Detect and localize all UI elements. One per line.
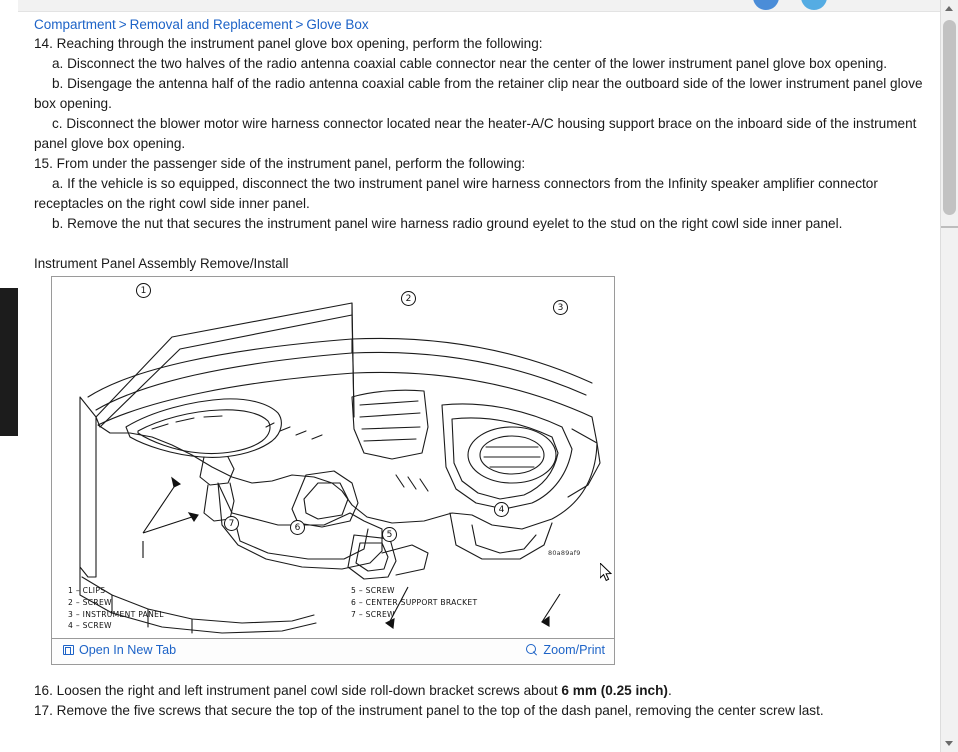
step-16-pre: 16. Loosen the right and left instrument panel cowl side roll-down bracket screws about (34, 683, 562, 698)
zoom-print-label: Zoom/Print (543, 643, 605, 657)
legend-item-3: 3 – INSTRUMENT PANEL (68, 609, 164, 619)
step-14c: c. Disconnect the blower motor wire harness connector located near the heater-A/C housing support brace on the inboard side of the instrument panel glove box opening. (34, 116, 917, 151)
callout-5: 5 (382, 527, 397, 542)
new-tab-icon (63, 645, 74, 655)
legend-item-4: 4 – SCREW (68, 621, 112, 631)
legend-item-5: 5 – SCREW (351, 586, 395, 595)
open-in-new-tab-label: Open In New Tab (79, 643, 177, 657)
callout-2: 2 (401, 291, 416, 306)
magnifier-icon (526, 644, 538, 656)
left-edge-dark-band (0, 288, 18, 436)
toolbar-circle-icon-1[interactable] (753, 0, 779, 10)
top-toolbar (18, 0, 940, 12)
breadcrumb-item-compartment[interactable]: Compartment (34, 17, 116, 32)
step-16 (34, 681, 924, 701)
figure-instrument-panel-assembly (51, 276, 615, 665)
vertical-scrollbar[interactable] (940, 0, 958, 752)
breadcrumb-separator-1: > (118, 17, 127, 32)
step-15: 15. From under the passenger side of the instrument panel, perform the following: (34, 156, 526, 171)
step-14: 14. Reaching through the instrument panel glove box opening, perform the following: (34, 36, 543, 51)
step-16-post: . (667, 683, 672, 698)
callout-7: 7 (224, 516, 239, 531)
callout-6: 6 (290, 520, 305, 535)
zoom-print-button[interactable] (526, 643, 605, 657)
left-edge-top (0, 0, 18, 288)
breadcrumb-item-removal-and-replacement[interactable]: Removal and Replacement (129, 17, 293, 32)
legend-item-6: 6 – CENTER SUPPORT BRACKET (351, 597, 478, 607)
document-content (18, 12, 940, 752)
figure-action-bar (52, 638, 614, 664)
callout-3: 3 (553, 300, 568, 315)
scroll-down-arrow-icon (945, 741, 953, 746)
figure-image (52, 277, 614, 638)
step-15b: b. Remove the nut that secures the instrument panel wire harness radio ground eyelet to the stud on the right cowl side inner panel. (52, 216, 843, 231)
left-window-edge (0, 0, 18, 752)
breadcrumb-separator-2: > (295, 17, 304, 32)
scrollbar-thumb[interactable] (943, 20, 956, 215)
step-14b: b. Disengage the antenna half of the radio antenna coaxial cable from the retainer clip near the outboard side of the lower instrument panel glove box opening. (34, 76, 923, 111)
legend-item-7: 7 – SCREW (351, 609, 395, 619)
callout-4: 4 (494, 502, 509, 517)
breadcrumb (34, 16, 940, 34)
open-in-new-tab-button[interactable] (63, 643, 176, 657)
legend-item-2: 2 – SCREW (68, 597, 112, 607)
figure-part-number: 80a89af9 (548, 549, 581, 557)
scrollbar-track-marker (941, 226, 958, 228)
scroll-up-arrow-icon (945, 6, 953, 11)
instrument-panel-line-drawing (52, 277, 614, 638)
legend-item-1: 1 – CLIPS (68, 586, 106, 595)
figure-caption: Instrument Panel Assembly Remove/Install (34, 256, 289, 271)
step-14a: a. Disconnect the two halves of the radio antenna coaxial cable connector near the center of the lower instrument panel glove box opening. (52, 56, 888, 71)
step-17 (34, 701, 924, 721)
left-edge-bottom (0, 436, 18, 752)
breadcrumb-item-glove-box[interactable]: Glove Box (306, 17, 369, 32)
step-17-text: 17. Remove the five screws that secure the top of the instrument panel to the top of the dash panel, removing the center screw last. (34, 703, 824, 718)
step-15a: a. If the vehicle is so equipped, disconnect the two instrument panel wire harness connectors from the Infinity speaker amplifier connector receptacles on the right cowl side inner panel. (34, 176, 878, 211)
callout-1: 1 (136, 283, 151, 298)
step-16-bold: 6 mm (0.25 inch) (561, 683, 668, 698)
scroll-down-button[interactable] (941, 735, 958, 752)
scroll-up-button[interactable] (941, 0, 958, 17)
toolbar-circle-icon-2[interactable] (801, 0, 827, 10)
